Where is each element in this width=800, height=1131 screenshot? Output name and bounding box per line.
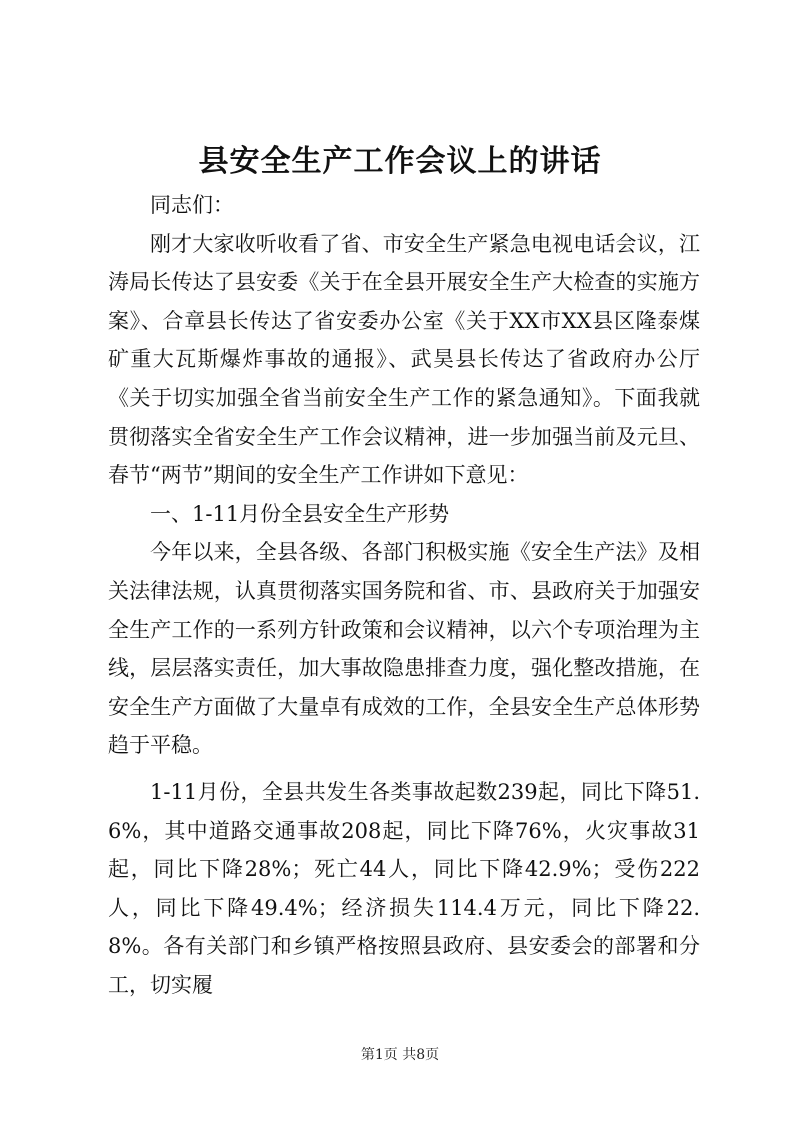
situation-paragraph: 今年以来，全县各级、各部门积极实施《安全生产法》及相关法律法规，认真贯彻落实国务院和省、市、县政府关于加强安全生产工作的一系列方针政策和会议精神，以六个专项治理为主线，层层落实责任，加大事故隐患排查力度，强化整改措施，在安全生产方面做了大量卓有成效的工作，全县安全生产总体形势趋于平稳。 — [108, 540, 700, 758]
section-heading: 一、1-11月份全县安全生产形势 — [150, 501, 450, 526]
intro-paragraph: 刚才大家收听收看了省、市安全生产紧急电视电话会议，江涛局长传达了县安委《关于在全县开展安全生产大检查的实施方案》、合章县长传达了省安委办公室《关于XX市XX县区隆泰煤矿重大瓦斯爆炸事故的通报》、武昊县长传达了省政府办公厅《关于切实加强全省当前安全生产工作的紧急通知》。下面我就贯彻落实全省安全生产工作会议精神，进一步加强当前及元旦、春节“两节”期间的安全生产工作讲如下意见： — [108, 231, 700, 488]
page-footer: 第1页 共8页 — [360, 1047, 440, 1063]
document-body — [108, 186, 700, 1004]
document-title: 县安全生产工作会议上的讲话 — [198, 144, 602, 179]
statistics-paragraph: 1-11月份，全县共发生各类事故起数239起，同比下降51.6%，其中道路交通事故208起，同比下降76%，火灾事故31起，同比下降28%；死亡44人，同比下降42.9%；受伤222人，同比下降49.4%；经济损失114.4万元，同比下降22.8%。各有关部门和乡镇严格按照县政府、县安委会的部署和分工，切实履 — [108, 779, 700, 997]
salutation-paragraph: 同志们： — [150, 193, 234, 217]
